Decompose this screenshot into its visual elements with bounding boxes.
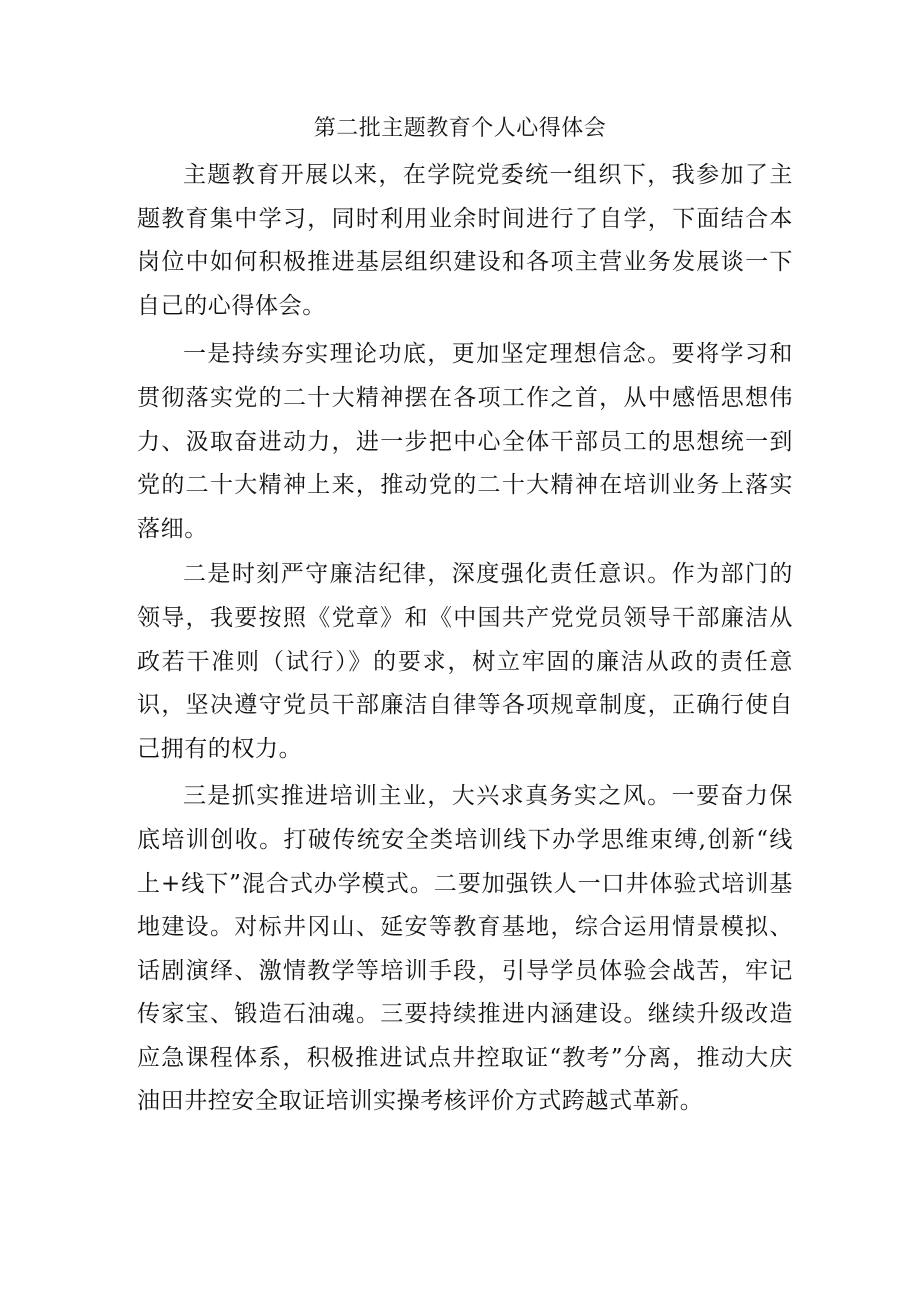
document-title: 第二批主题教育个人心得体会 xyxy=(313,116,607,141)
paragraph-intro: 主题教育开展以来，在学院党委统一组织下，我参加了主题教育集中学习，同时利用业余时间进行了自学，下面结合本岗位中如何积极推进基层组织建设和各项主营业务发展谈一下自己的心得体会。 xyxy=(137,162,793,319)
document-body xyxy=(137,154,793,1124)
paragraph-point-three: 三是抓实推进培训主业，大兴求真务实之风。一要奋力保底培训创收。打破传统安全类培训线下办学思维束缚,创新“线上+线下”混合式办学模式。二要加强铁人一口井体验式培训基地建设。对标井冈山、延安等教育基地，综合运用情景模拟、话剧演绎、激情教学等培训手段，引导学员体验会战苦，牢记传家宝、锻造石油魂。三要持续推进内涵建设。继续升级改造应急课程体系，积极推进试点井控取证“教考”分离，推动大庆油田井控安全取证培训实操考核评价方式跨越式革新。 xyxy=(137,783,793,1115)
paragraph-point-two: 二是时刻严守廉洁纪律，深度强化责任意识。作为部门的领导，我要按照《党章》和《中国共产党党员领导干部廉洁从政若干准则（试行）》的要求，树立牢固的廉洁从政的责任意识，坚决遵守党员干部廉洁自律等各项规章制度，正确行使自己拥有的权力。 xyxy=(137,561,793,762)
paragraph-point-one: 一是持续夯实理论功底，更加坚定理想信念。要将学习和贯彻落实党的二十大精神摆在各项工作之首，从中感悟思想伟力、汲取奋进动力，进一步把中心全体干部员工的思想统一到党的二十大精神上来，推动党的二十大精神在培训业务上落实落细。 xyxy=(137,341,793,542)
